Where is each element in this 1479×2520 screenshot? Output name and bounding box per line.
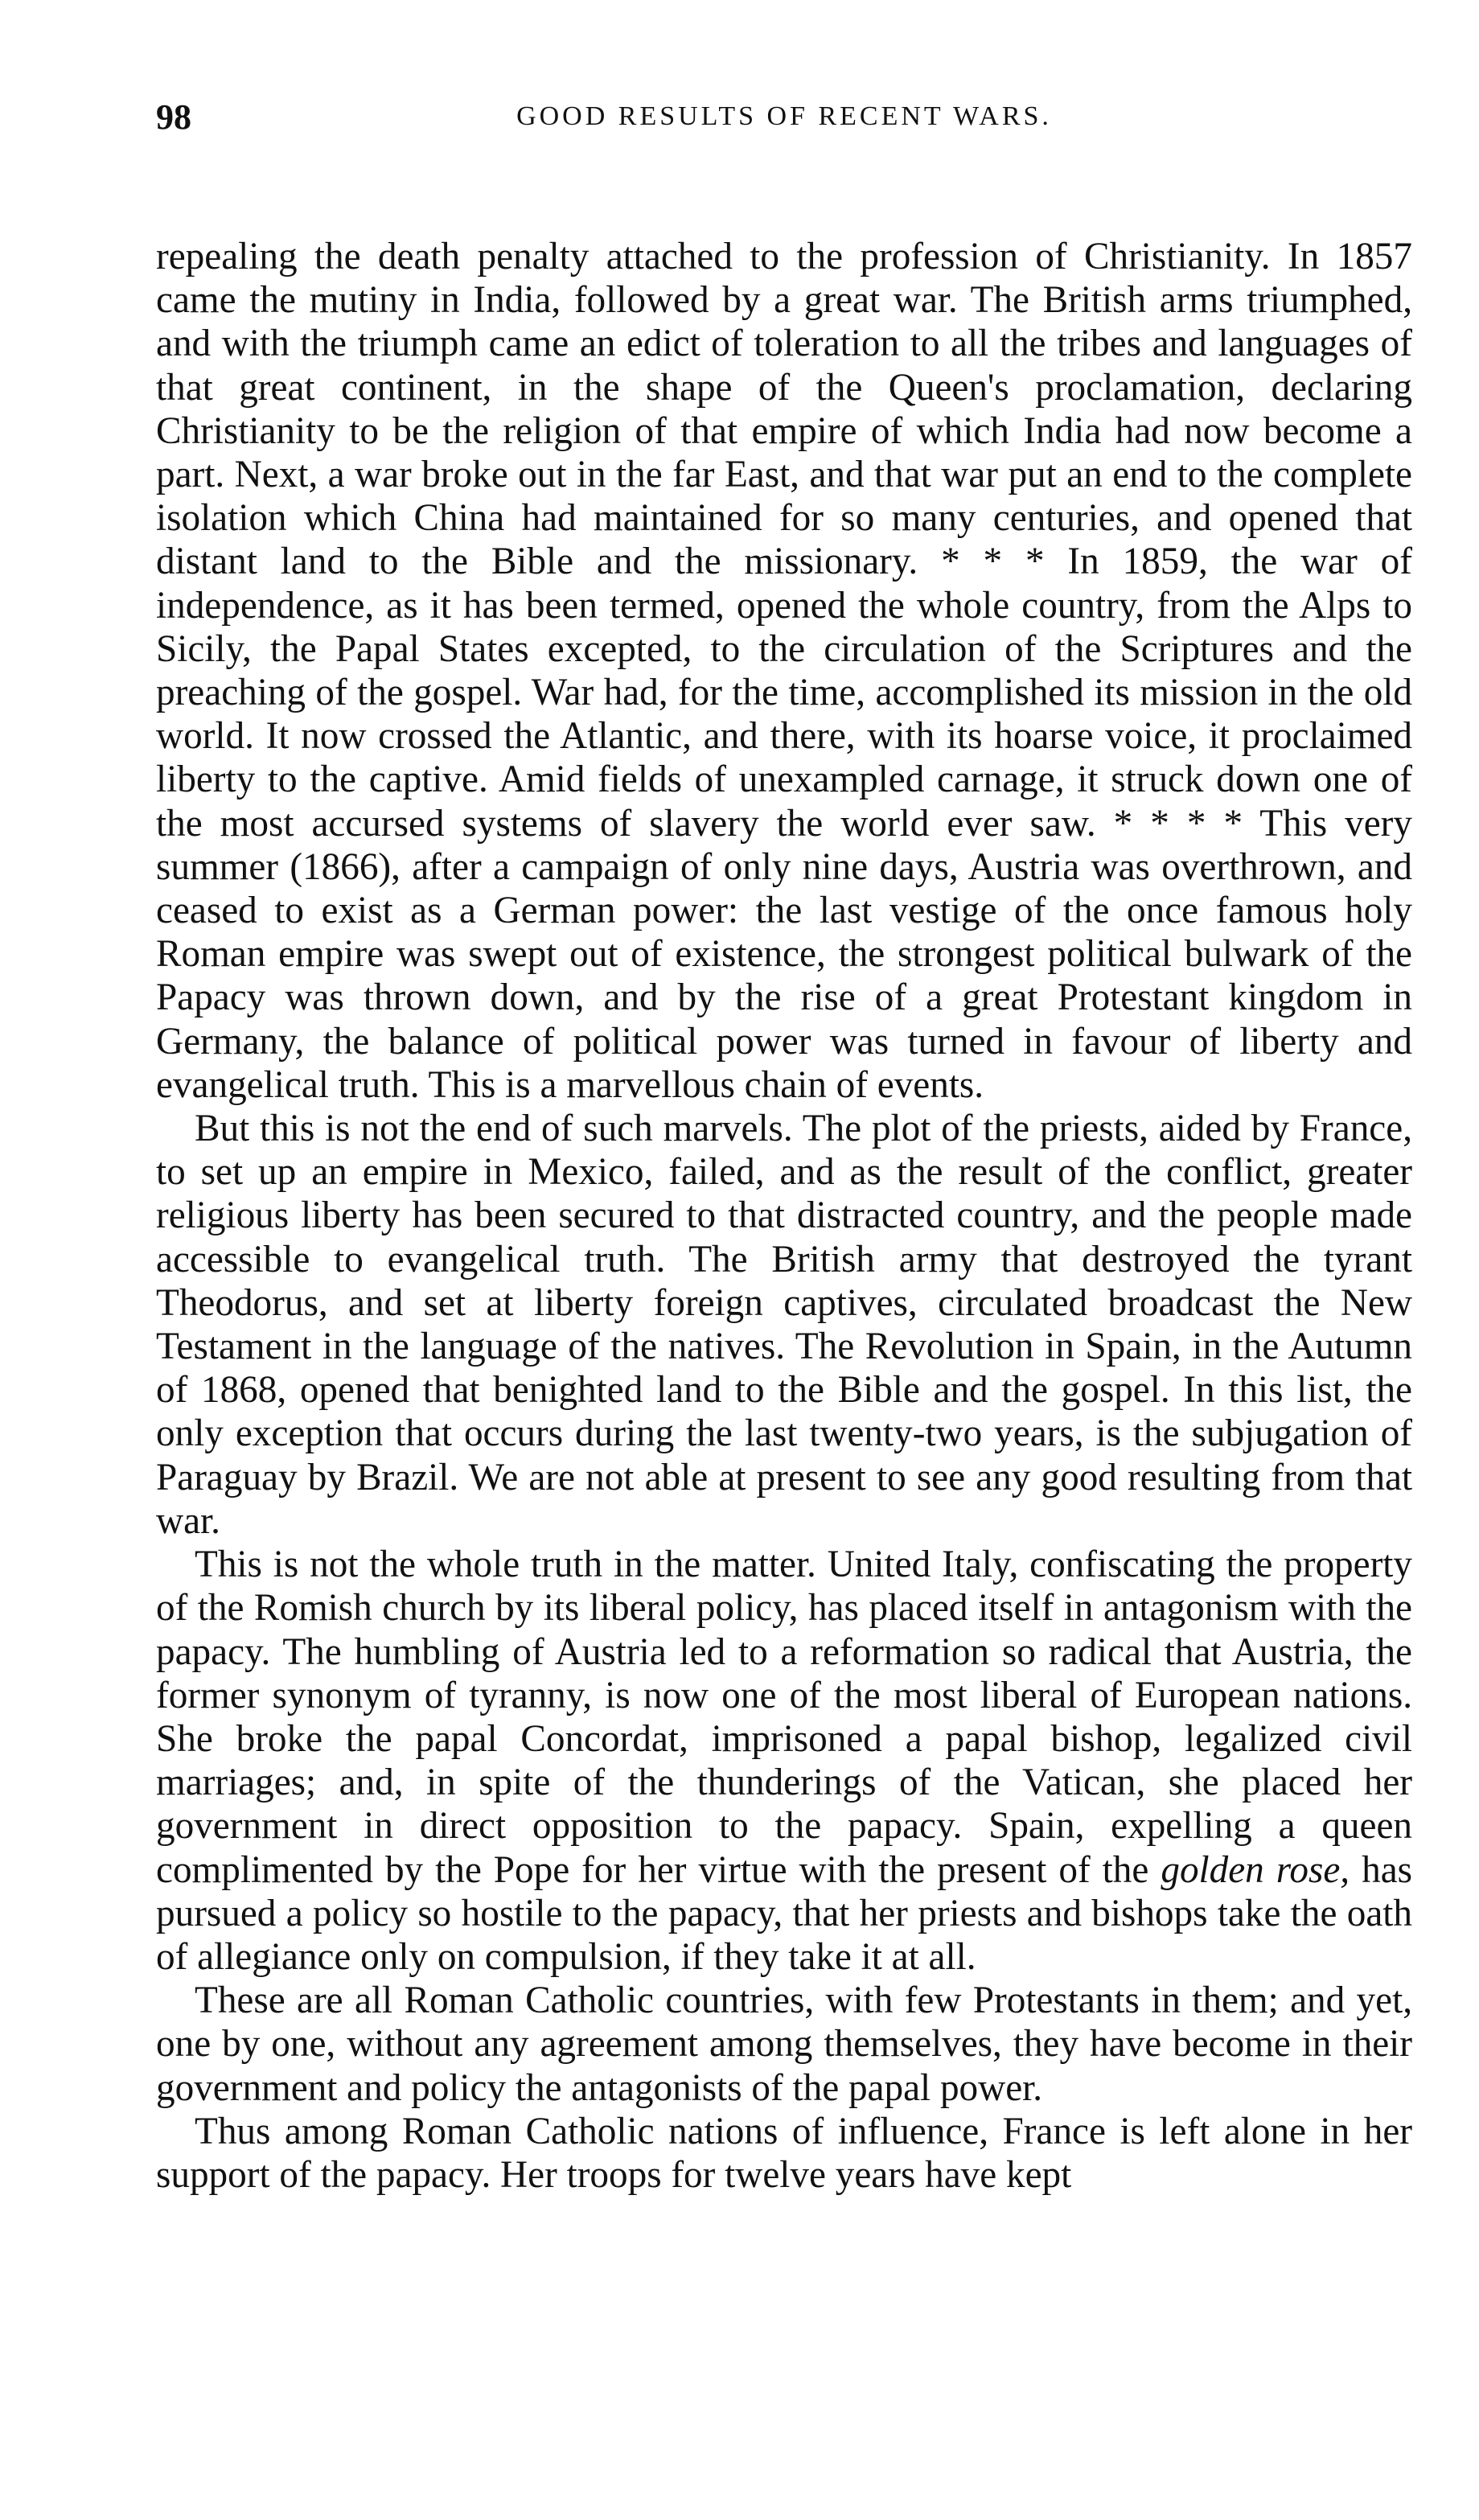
- paragraph-3-italic: golden rose,: [1161, 1848, 1350, 1891]
- page-number: 98: [156, 97, 191, 137]
- paragraph-3-tail: has pursued a policy so hostile to the papacy, that her priests and bishops take the oath of allegiance only on compulsion, if they take it at all.: [156, 1848, 1413, 1978]
- paragraph-3: [156, 1543, 1412, 1979]
- paragraph-1: repealing the death penalty attached to the profession of Christianity. In 1857 came the mutiny in India, followed by a great war. The British arms triumphed, and with the triumph came an edict of toleration to all the tribes and languages of that great continent, in the shape of the Queen's proclamation, declaring Christianity to be the religion of that empire of which India had now become a part. Next, a war broke out in the far East, and that war put an end to the complete isolation which China had maintained for so many centuries, and opened that distant land to the Bible and the missionary. * * * In 1859, the war of independence, as it has been termed, opened the whole country, from the Alps to Sicily, the Papal States excepted, to the circulation of the Scriptures and the preaching of the gospel. War had, for the time, accomplished its mission in the old world. It now crossed the Atlantic, and there, with its hoarse voice, it proclaimed liberty to the captive. Amid fields of unexampled carnage, it struck down one of the most accursed systems of slavery the world ever saw. * * * * This very summer (1866), after a campaign of only nine days, Austria was overthrown, and ceased to exist as a German power: the last vestige of the once famous holy Roman empire was swept out of existence, the strongest political bulwark of the Papacy was thrown down, and by the rise of a great Protestant kingdom in Germany, the balance of political power was turned in favour of liberty and evangelical truth. This is a marvellous chain of events.: [156, 236, 1412, 1106]
- paragraph-3-text: This is not the whole truth in the matter. United Italy, confiscating the property of the Romish church by its liberal policy, has placed itself in antagonism with the papacy. The humbling of Austria led to a reformation so radical that Austria, the former synonym of tyranny, is now one of the most liberal of European nations. She broke the papal Concordat, imprisoned a papal bishop, legalized civil marriages; and, in spite of the thunderings of the Vatican, she placed her government in direct opposition to the papacy. Spain, expelling a queen complimented by the Pope for her virtue with the present of the: [156, 1544, 1412, 1891]
- paragraph-5: Thus among Roman Catholic nations of influence, France is left alone in her support of the papacy. Her troops for twelve years have kept: [156, 2110, 1412, 2196]
- book-page: [156, 97, 1412, 2197]
- paragraph-4: These are all Roman Catholic countries, with few Protestants in them; and yet, one by one, without any agreement among themselves, they have become in their government and policy the antagonists of the papal power.: [156, 1979, 1412, 2109]
- body-text: [156, 235, 1412, 2197]
- page-header: [156, 97, 1412, 161]
- paragraph-2: But this is not the end of such marvels. The plot of the priests, aided by France, to set up an empire in Mexico, failed, and as the result of the conflict, greater religious liberty has been secured to that distracted country, and the people made accessible to evangelical truth. The British army that destroyed the tyrant Theodorus, and set at liberty foreign captives, circulated broadcast the New Testament in the language of the natives. The Revolution in Spain, in the Autumn of 1868, opened that benighted land to the Bible and the gospel. In this list, the only exception that occurs during the last twenty-two years, is the subjugation of Paraguay by Brazil. We are not able at present to see any good resulting from that war.: [156, 1108, 1412, 1542]
- running-title: GOOD RESULTS OF RECENT WARS.: [516, 101, 1052, 131]
